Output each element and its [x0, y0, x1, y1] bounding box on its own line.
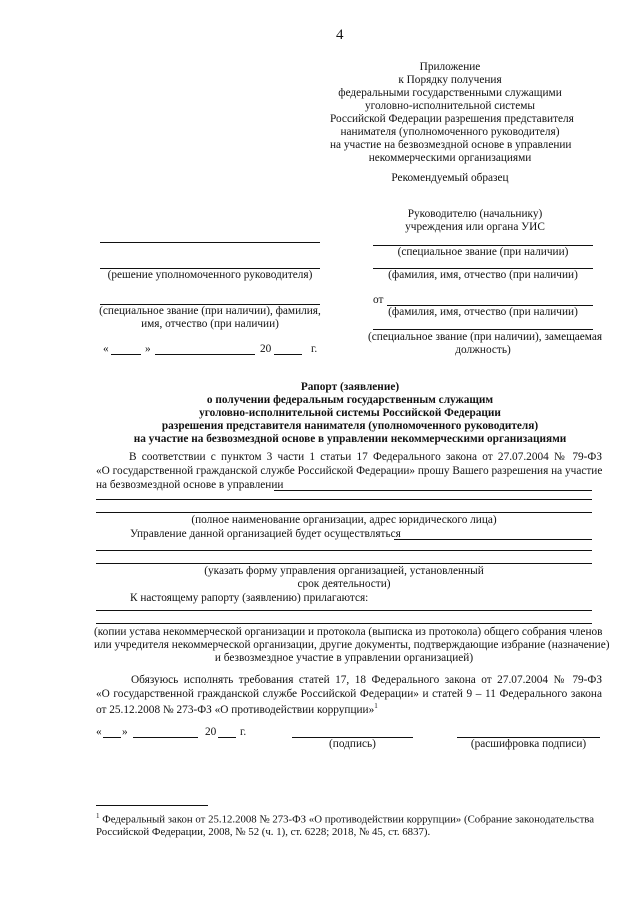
title-line: уголовно-исполнительной системы Российской Федерации: [199, 407, 501, 419]
appendix-line: нанимателя (уполномоченного руководителя): [340, 126, 560, 138]
appendix-line: уголовно-исполнительной системы: [365, 100, 535, 112]
recommended-sample-label: Рекомендуемый образец: [391, 172, 509, 184]
attachments-caption: или учредителя некоммерческой организации, другие документы, подтверждающие избрание (назначение): [94, 639, 610, 651]
from-label: от: [373, 294, 384, 306]
year-prefix: 20: [260, 343, 272, 355]
fio-caption: (фамилия, имя, отчество (при наличии): [388, 269, 578, 281]
attachments-blank-line[interactable]: [96, 623, 592, 624]
year-suffix: г.: [311, 343, 318, 355]
addressee-line: учреждения или органа УИС: [405, 221, 545, 233]
rank-position-blank-line[interactable]: [373, 329, 593, 330]
rank-fio-caption: имя, отчество (при наличии): [141, 318, 279, 330]
management-caption: срок деятельности): [297, 578, 391, 590]
month-blank[interactable]: [133, 737, 198, 738]
body-text: от 25.12.2008 № 273-ФЗ «О противодействии коррупции»: [96, 703, 375, 716]
title-line: на участие на безвозмездной основе в управлении некоммерческими организациями: [133, 433, 567, 445]
body-text: Управление данной организацией будет осуществляться: [130, 528, 401, 540]
day-blank[interactable]: [103, 737, 121, 738]
management-caption: (указать форму управления организацией, установленный: [204, 565, 484, 577]
body-text: В соответствии с пунктом 3 части 1 статьи 17 Федерального закона от 27.07.2004 № 79-ФЗ: [129, 451, 602, 463]
appendix-line: некоммерческими организациями: [368, 152, 532, 164]
footnote-mark: 1: [96, 812, 100, 820]
footnote-separator: [96, 805, 208, 806]
year-prefix: 20: [205, 726, 217, 738]
footnote-text: Российской Федерации, 2008, № 52 (ч. 1), ст. 6228; 2018, № 45, ст. 6837).: [96, 826, 431, 838]
footnote-reference: 1: [374, 702, 378, 710]
title-line: разрешения представителя нанимателя (уполномоченного руководителя): [161, 420, 539, 432]
attachments-caption: (копии устава некоммерческой организации и протокола (выписка из протокола) общего собрания членов: [94, 626, 603, 638]
org-blank-line[interactable]: [96, 499, 592, 500]
rank-position-caption: должность): [455, 344, 511, 356]
management-blank-line[interactable]: [96, 550, 592, 551]
org-blank-line[interactable]: [274, 490, 592, 491]
appendix-line: федеральными государственными служащими: [338, 87, 562, 99]
org-caption: (полное наименование организации, адрес юридического лица): [191, 514, 497, 526]
fio2-caption: (фамилия, имя, отчество (при наличии): [388, 306, 578, 318]
org-blank-line[interactable]: [96, 512, 592, 513]
year-blank[interactable]: [274, 354, 302, 355]
attachments-caption: и безвозмездное участие в управлении организацией): [214, 652, 474, 664]
rank-fio-caption: (специальное звание (при наличии), фамилия,: [99, 305, 321, 317]
quote-close: »: [145, 343, 151, 355]
page-number: 4: [336, 27, 344, 43]
attachments-blank-line[interactable]: [96, 610, 592, 611]
addressee-line: Руководителю (начальнику): [407, 208, 543, 220]
title-line: Рапорт (заявление): [300, 381, 400, 393]
appendix-line: на участие на безвозмездной основе в управлении: [330, 139, 572, 151]
appendix-line: к Порядку получения: [398, 74, 502, 86]
rank-caption: (специальное звание (при наличии): [397, 246, 569, 258]
decision-blank-line[interactable]: [100, 242, 320, 243]
body-text: Обязуюсь исполнять требования статей 17, 18 Федерального закона от 27.07.2004 № 79-ФЗ: [131, 674, 602, 686]
body-text: К настоящему рапорту (заявлению) прилагаются:: [130, 592, 369, 604]
footnote-text: Федеральный закон от 25.12.2008 № 273-ФЗ «О противодействии коррупции» (Собрание законодательства: [102, 813, 595, 826]
day-blank[interactable]: [111, 354, 141, 355]
quote-close: »: [122, 726, 128, 738]
quote-open: «: [96, 726, 102, 738]
management-blank-line[interactable]: [394, 539, 592, 540]
body-text: «О государственной гражданской службе Российской Федерации» прошу Вашего разрешения на участие: [96, 465, 603, 477]
month-blank[interactable]: [155, 354, 255, 355]
rank-position-caption: (специальное звание (при наличии), замещаемая: [368, 331, 603, 343]
body-text: «О государственной гражданской службе Российской Федерации» и статей 9 – 11 Федерального закона: [96, 688, 602, 700]
body-text: на безвозмездной основе в управлении: [96, 479, 284, 491]
appendix-line: Российской Федерации разрешения представителя: [330, 113, 574, 125]
year-suffix: г.: [240, 726, 247, 738]
appendix-line: Приложение: [419, 61, 481, 73]
signature-caption: (подпись): [329, 738, 376, 750]
decode-caption: (расшифровка подписи): [470, 738, 587, 750]
decision-caption: (решение уполномоченного руководителя): [107, 269, 313, 281]
management-blank-line[interactable]: [96, 563, 592, 564]
quote-open: «: [103, 343, 109, 355]
year-blank[interactable]: [218, 737, 236, 738]
title-line: о получении федеральным государственным служащим: [206, 394, 494, 406]
